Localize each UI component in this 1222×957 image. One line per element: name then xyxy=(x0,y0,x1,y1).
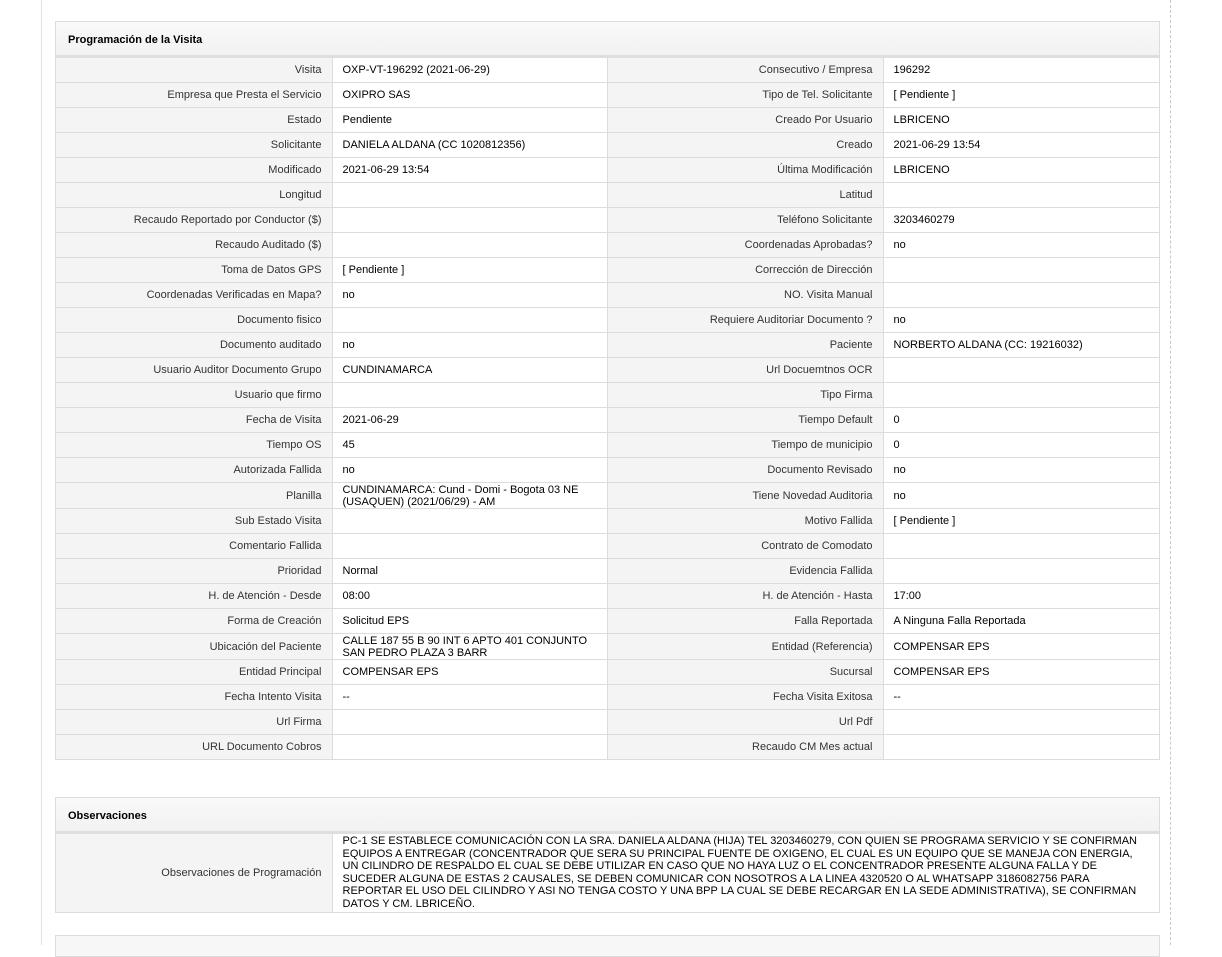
field-value: 0 xyxy=(883,408,1159,433)
field-label: Paciente xyxy=(607,333,883,358)
field-value: COMPENSAR EPS xyxy=(883,660,1159,685)
page-right-dashed-border xyxy=(1170,0,1171,945)
field-value: LBRICENO xyxy=(883,108,1159,133)
field-label: Creado xyxy=(607,133,883,158)
field-value: [ Pendiente ] xyxy=(332,258,607,283)
field-label: Url Docuemtnos OCR xyxy=(607,358,883,383)
field-label: Documento auditado xyxy=(56,333,332,358)
detail-row xyxy=(56,559,1159,584)
field-value: 45 xyxy=(332,433,607,458)
field-value xyxy=(332,710,607,735)
field-label: Tiempo Default xyxy=(607,408,883,433)
field-value xyxy=(883,258,1159,283)
field-value xyxy=(883,559,1159,584)
field-value: 196292 xyxy=(883,58,1159,83)
field-label: Documento Revisado xyxy=(607,458,883,483)
field-label: Longitud xyxy=(56,183,332,208)
field-label: Tiene Novedad Auditoria xyxy=(607,483,883,509)
field-value: no xyxy=(332,333,607,358)
visit-programming-header: Programación de la Visita xyxy=(56,22,1159,58)
detail-row xyxy=(56,483,1159,509)
field-label: Consecutivo / Empresa xyxy=(607,58,883,83)
detail-row xyxy=(56,735,1159,760)
field-label: Planilla xyxy=(56,483,332,509)
detail-row xyxy=(56,308,1159,333)
field-label: Tipo Firma xyxy=(607,383,883,408)
field-label: Fecha de Visita xyxy=(56,408,332,433)
field-label: Forma de Creación xyxy=(56,609,332,634)
field-label: Sub Estado Visita xyxy=(56,509,332,534)
field-value xyxy=(332,735,607,760)
detail-row xyxy=(56,660,1159,685)
field-value: CALLE 187 55 B 90 INT 6 APTO 401 CONJUNTO SAN PEDRO PLAZA 3 BARR xyxy=(332,634,607,660)
detail-row xyxy=(56,283,1159,308)
field-label: Tiempo OS xyxy=(56,433,332,458)
detail-row xyxy=(56,534,1159,559)
field-value: Normal xyxy=(332,559,607,584)
observations-header: Observaciones xyxy=(56,798,1159,834)
field-value: CUNDINAMARCA xyxy=(332,358,607,383)
field-value: A Ninguna Falla Reportada xyxy=(883,609,1159,634)
field-value xyxy=(883,534,1159,559)
field-value: 2021-06-29 13:54 xyxy=(332,158,607,183)
visit-programming-panel xyxy=(55,21,1160,760)
field-label: Corrección de Dirección xyxy=(607,258,883,283)
field-label: Empresa que Presta el Servicio xyxy=(56,83,332,108)
field-label: Recaudo CM Mes actual xyxy=(607,735,883,760)
field-label: NO. Visita Manual xyxy=(607,283,883,308)
detail-row xyxy=(56,383,1159,408)
detail-row xyxy=(56,433,1159,458)
field-label: Usuario que firmo xyxy=(56,383,332,408)
visit-details-table xyxy=(56,58,1159,759)
field-label: Visita xyxy=(56,58,332,83)
detail-row xyxy=(56,258,1159,283)
detail-row xyxy=(56,108,1159,133)
detail-row xyxy=(56,634,1159,660)
field-label: Latitud xyxy=(607,183,883,208)
observations-panel xyxy=(55,797,1160,913)
field-label: Falla Reportada xyxy=(607,609,883,634)
field-value xyxy=(332,233,607,258)
field-value: no xyxy=(332,458,607,483)
observations-table xyxy=(56,834,1159,912)
field-value: Pendiente xyxy=(332,108,607,133)
detail-row xyxy=(56,609,1159,634)
field-label: Recaudo Reportado por Conductor ($) xyxy=(56,208,332,233)
field-label: Solicitante xyxy=(56,133,332,158)
field-value: 08:00 xyxy=(332,584,607,609)
detail-row xyxy=(56,133,1159,158)
detail-row xyxy=(56,183,1159,208)
field-label: Url Firma xyxy=(56,710,332,735)
field-label: Requiere Auditoriar Documento ? xyxy=(607,308,883,333)
detail-row xyxy=(56,584,1159,609)
field-value xyxy=(332,383,607,408)
detail-row xyxy=(56,710,1159,735)
field-label: Fecha Visita Exitosa xyxy=(607,685,883,710)
field-value: [ Pendiente ] xyxy=(883,509,1159,534)
field-value xyxy=(883,183,1159,208)
detail-row xyxy=(56,458,1159,483)
next-panel-edge xyxy=(55,935,1160,957)
detail-row xyxy=(56,408,1159,433)
field-value: 2021-06-29 xyxy=(332,408,607,433)
field-label: Contrato de Comodato xyxy=(607,534,883,559)
field-label: Sucursal xyxy=(607,660,883,685)
field-value: 2021-06-29 13:54 xyxy=(883,133,1159,158)
field-value: 0 xyxy=(883,433,1159,458)
field-label: Coordenadas Aprobadas? xyxy=(607,233,883,258)
field-value: no xyxy=(883,308,1159,333)
field-label: Comentario Fallida xyxy=(56,534,332,559)
field-value: -- xyxy=(883,685,1159,710)
field-value: DANIELA ALDANA (CC 1020812356) xyxy=(332,133,607,158)
field-label: Entidad (Referencia) xyxy=(607,634,883,660)
field-value: CUNDINAMARCA: Cund - Domi - Bogota 03 NE (USAQUEN) (2021/06/29) - AM xyxy=(332,483,607,509)
field-label: Tipo de Tel. Solicitante xyxy=(607,83,883,108)
field-value: 3203460279 xyxy=(883,208,1159,233)
field-label: Fecha Intento Visita xyxy=(56,685,332,710)
field-value: OXP-VT-196292 (2021-06-29) xyxy=(332,58,607,83)
field-label: Tiempo de municipio xyxy=(607,433,883,458)
field-value: COMPENSAR EPS xyxy=(332,660,607,685)
detail-row xyxy=(56,685,1159,710)
field-label: H. de Atención - Hasta xyxy=(607,584,883,609)
field-label: Entidad Principal xyxy=(56,660,332,685)
field-label: Prioridad xyxy=(56,559,332,584)
field-label: H. de Atención - Desde xyxy=(56,584,332,609)
field-label: Motivo Fallida xyxy=(607,509,883,534)
field-label: Estado xyxy=(56,108,332,133)
field-value xyxy=(883,283,1159,308)
detail-row xyxy=(56,333,1159,358)
observations-text: PC-1 SE ESTABLECE COMUNICACIÓN CON LA SRA. DANIELA ALDANA (HIJA) TEL 3203460279, CON QUIEN SE PROGRAMA SERVICIO Y SE CONFIRMAN EQUIPOS A ENTREGAR (CONCENTRADOR QUE SERA SU PRINCIPAL FUENTE DE OXIGENO, EL CUAL ES UN EQUIPO QUE SE MANEJA CON ENERGIA, UN CILINDRO DE RESPALDO EL CUAL SE DEBE UTILIZAR EN CASO QUE NO HAYA LUZ O EL CONCENTRADOR PRESENTE ALGUNA FALLA Y DE SUCEDER ALGUNA DE ESTAS 2 CAUSALES, SE DEBEN COMUNICAR CON NOSOTROS A LA LINEA 4320520 O AL WHATSAPP 3186082756 PARA REPORTAR EL USO DEL CILINDRO Y ASI NO TENGA COSTO Y UNA BPP LA CUAL SE DEBE RECARGAR EN LA SEDE ADMINISTRATIVA), SE CONFIRMAN DATOS Y CM. LBRICEÑO. xyxy=(332,834,1159,912)
field-label: Última Modificación xyxy=(607,158,883,183)
field-value: COMPENSAR EPS xyxy=(883,634,1159,660)
field-label: Url Pdf xyxy=(607,710,883,735)
field-value xyxy=(332,509,607,534)
field-value xyxy=(883,710,1159,735)
detail-row xyxy=(56,58,1159,83)
field-value xyxy=(332,308,607,333)
detail-row xyxy=(56,358,1159,383)
field-value: 17:00 xyxy=(883,584,1159,609)
field-value xyxy=(883,735,1159,760)
field-label: Usuario Auditor Documento Grupo xyxy=(56,358,332,383)
field-value xyxy=(883,358,1159,383)
page-left-border xyxy=(41,0,42,945)
field-label: Coordenadas Verificadas en Mapa? xyxy=(56,283,332,308)
field-value: -- xyxy=(332,685,607,710)
field-value: no xyxy=(883,233,1159,258)
field-value: no xyxy=(883,458,1159,483)
field-value: LBRICENO xyxy=(883,158,1159,183)
field-label: Evidencia Fallida xyxy=(607,559,883,584)
field-label: Ubicación del Paciente xyxy=(56,634,332,660)
field-value: Solicitud EPS xyxy=(332,609,607,634)
field-value: no xyxy=(883,483,1159,509)
detail-row xyxy=(56,509,1159,534)
field-label: Toma de Datos GPS xyxy=(56,258,332,283)
detail-row xyxy=(56,83,1159,108)
field-label: Recaudo Auditado ($) xyxy=(56,233,332,258)
field-value xyxy=(332,208,607,233)
field-value: [ Pendiente ] xyxy=(883,83,1159,108)
field-label: Documento fisico xyxy=(56,308,332,333)
observations-row xyxy=(56,834,1159,912)
field-label: Creado Por Usuario xyxy=(607,108,883,133)
field-value xyxy=(332,534,607,559)
field-value xyxy=(332,183,607,208)
field-value: no xyxy=(332,283,607,308)
detail-row xyxy=(56,233,1159,258)
field-label: URL Documento Cobros xyxy=(56,735,332,760)
field-value: NORBERTO ALDANA (CC: 19216032) xyxy=(883,333,1159,358)
field-label: Teléfono Solicitante xyxy=(607,208,883,233)
detail-row xyxy=(56,158,1159,183)
field-label: Autorizada Fallida xyxy=(56,458,332,483)
field-label: Modificado xyxy=(56,158,332,183)
observations-label: Observaciones de Programación xyxy=(56,834,332,912)
field-value: OXIPRO SAS xyxy=(332,83,607,108)
detail-row xyxy=(56,208,1159,233)
field-value xyxy=(883,383,1159,408)
